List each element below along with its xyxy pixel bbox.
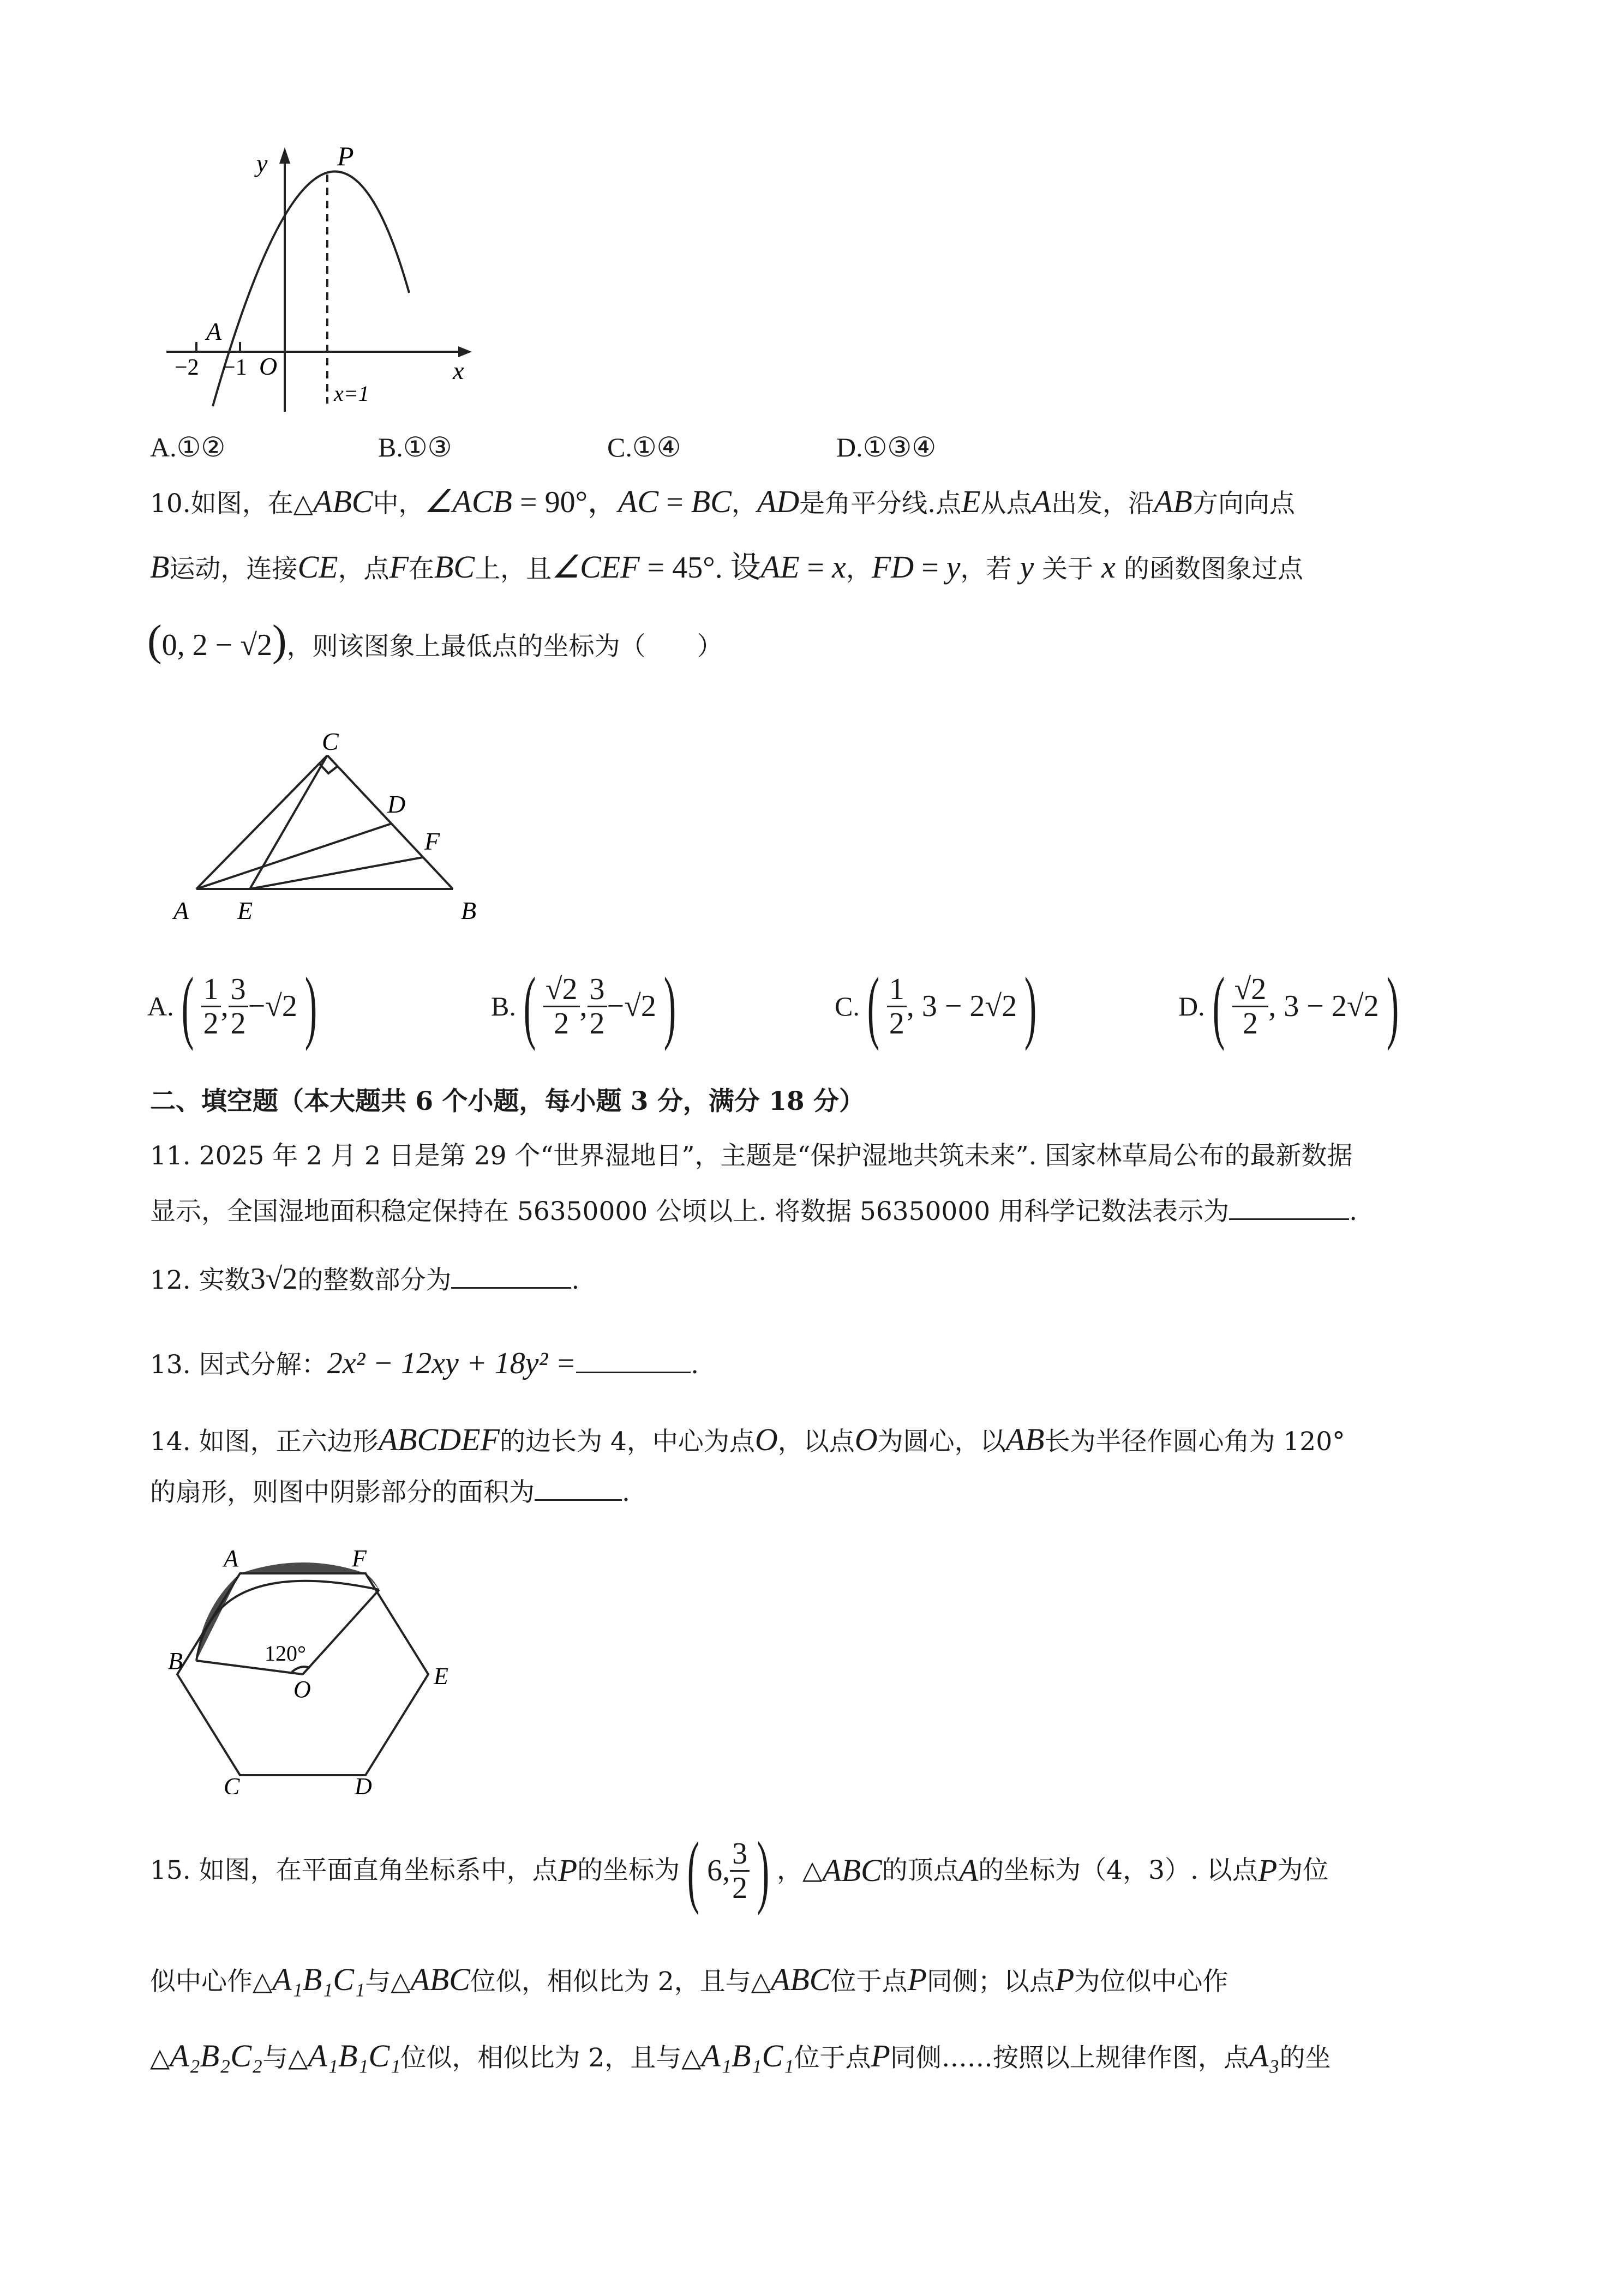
point-label-a: A <box>206 317 222 345</box>
tick-label-minus-1: −1 <box>223 355 247 380</box>
symmetry-line-label: x=1 <box>334 381 369 406</box>
hex-label-f: F <box>352 1545 367 1572</box>
q10-line-2: B运动，连接CE，点F在BC上，且∠CEF = 45°. 设AE = x，FD = y，若 y 关于 x 的函数图象过点 <box>150 549 1303 585</box>
x-axis-label: x <box>453 357 464 384</box>
label-d: D <box>387 790 406 818</box>
q11-line-2: 显示，全国湿地面积稳定保持在 56350000 公顷以上. 将数据 56350000 用科学记数法表示为 . <box>150 1194 1357 1228</box>
q11-line-1: 11. 2025 年 2 月 2 日是第 29 个“世界湿地日”，主题是“保护湿地共筑未来”. 国家林草局公布的最新数据 <box>150 1141 1353 1171</box>
label-f: F <box>424 827 440 855</box>
q9-option-d[interactable]: D.①③④ <box>836 432 937 462</box>
q10-option-b[interactable]: B. ( $\frac{√2}{2}$ , $\frac{3}{2}$ −√2 ) <box>491 961 676 1051</box>
tick-label-minus-2: −2 <box>175 355 199 380</box>
q10-option-c[interactable]: C. ( $\frac{1}{2}$ , 3 − 2√2 ) <box>835 961 1037 1051</box>
q13-line: 13. 因式分解：2x² − 12xy + 18y² = . <box>150 1347 699 1380</box>
parabola-figure <box>158 139 486 423</box>
section-2-header: 二、填空题（本大题共 6 个小题，每小题 3 分，满分 18 分） <box>150 1086 865 1116</box>
q13-answer-blank[interactable] <box>576 1348 691 1373</box>
hex-label-c: C <box>224 1773 240 1794</box>
q10-point: (0, 2 − √2) <box>147 617 287 665</box>
q14-line-2: 的扇形，则图中阴影部分的面积为 . <box>150 1475 630 1509</box>
label-e: E <box>237 897 253 924</box>
origin-label: O <box>259 352 278 380</box>
q10-line-3: (0, 2 − √2)，则该图象上最低点的坐标为（ ） <box>147 617 723 665</box>
q10-option-d[interactable]: D. ( $\frac{√2}{2}$ , 3 − 2√2 ) <box>1178 961 1399 1051</box>
q9-option-b[interactable]: B.①③ <box>378 432 452 462</box>
vertex-label-p: P <box>337 141 354 171</box>
hexagon-figure <box>164 1538 469 1794</box>
q9-option-c[interactable]: C.①④ <box>607 432 681 462</box>
q10-option-a[interactable]: A. ( $\frac{1}{2}$ , $\frac{3}{2}$ −√2 ) <box>147 961 317 1051</box>
hex-label-b: B <box>168 1648 183 1674</box>
q14-line-1: 14. 如图，正六边形ABCDEF的边长为 4，中心为点O，以点O为圆心，以AB长为半径作圆心角为 120° <box>150 1422 1345 1457</box>
q10-line-1: 10.如图，在△ABC中，∠ACB = 90°，AC = BC，AD是角平分线.点E从点A出发，沿AB方向向点 <box>150 484 1295 519</box>
label-b: B <box>461 897 477 924</box>
hex-label-e: E <box>434 1663 448 1690</box>
label-a: A <box>173 897 189 924</box>
angle-label-120: 120° <box>265 1641 306 1666</box>
hex-label-a: A <box>224 1545 238 1572</box>
q15-line-2: 似中心作△A₁B₁C₁与△ABC位似，相似比为 2，且与△ABC位于点P同侧；以点P为位似中心作 <box>150 1962 1229 1997</box>
hex-label-o: O <box>293 1676 311 1703</box>
hex-label-d: D <box>355 1773 372 1794</box>
label-c: C <box>322 728 339 755</box>
q15-line-3: △A₂B₂C₂与△A₁B₁C₁位似，相似比为 2，且与△A₁B₁C₁位于点P同侧……按照以上规律作图，点A₃的坐 <box>150 2038 1331 2073</box>
q9-option-a[interactable]: A.①② <box>150 432 226 462</box>
q15-line-1: 15. 如图，在平面直角坐标系中，点 P 的坐标为 ( 6, $\frac{3}{2}$ ) ，△ ABC 的顶点 A 的坐标为（4，3）. 以点 P 为位 <box>150 1825 1329 1916</box>
q12-answer-blank[interactable] <box>451 1263 571 1289</box>
q14-answer-blank[interactable] <box>535 1475 622 1501</box>
y-axis-label: y <box>256 149 268 177</box>
triangle-figure <box>164 725 502 938</box>
q12-line: 12. 实数3√2的整数部分为 . <box>150 1262 580 1296</box>
q11-answer-blank[interactable] <box>1229 1194 1349 1220</box>
